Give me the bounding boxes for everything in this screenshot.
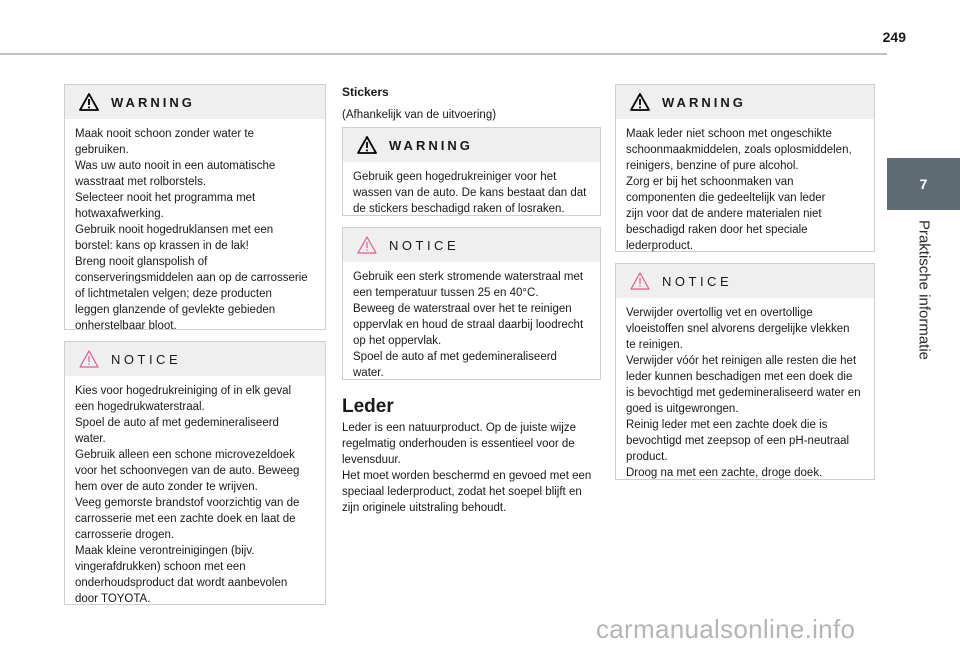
- text-line: goed is uitgewrongen.: [626, 403, 739, 415]
- text-line: Spoel de auto af met gedemineraliseerd: [353, 351, 557, 363]
- text-line: Maak kleine verontreinigingen (bijv.: [75, 545, 255, 557]
- warning-box-leather: [615, 84, 875, 252]
- notice-label: NOTICE: [111, 351, 182, 367]
- text-line: Veeg gemorste brandstof voorzichtig van de: [75, 497, 300, 509]
- text-line: product.: [626, 451, 668, 463]
- leather-title: Leder: [342, 396, 394, 417]
- text-line: borstel: kans op krassen in de lak!: [75, 240, 249, 252]
- text-line: reinigers, benzine of pure alcohol.: [626, 160, 799, 172]
- warning-text: [65, 119, 325, 342]
- page-number: 249: [882, 29, 906, 45]
- text-line: Reinig leder met een zachte doek die is: [626, 419, 828, 431]
- text-line: Droog na met een zachte, droge doek.: [626, 467, 823, 479]
- text-line: op het oppervlak.: [353, 335, 442, 347]
- text-line: carrosserie drogen.: [75, 529, 175, 541]
- text-line: vingerafdrukken) schoon met een: [75, 561, 246, 573]
- stickers-heading: Stickers: [342, 85, 389, 99]
- stickers-note: (Afhankelijk van de uitvoering): [342, 109, 497, 121]
- text-line: door TOYOTA.: [75, 593, 151, 605]
- text-line: onderhoudsproduct dat wordt aanbevolen: [75, 577, 288, 589]
- leather-text: [342, 420, 607, 516]
- text-line: hem over de auto zonder te wrijven.: [75, 481, 258, 493]
- text-line: de stickers beschadigd raken of losraken.: [353, 203, 565, 215]
- text-line: een temperatuur tussen 25 en 40°C.: [353, 287, 539, 299]
- notice-header: [616, 264, 874, 298]
- text-line: Gebruik een sterk stromende waterstraal met: [353, 271, 584, 283]
- text-line: een hogedrukwaterstraal.: [75, 401, 205, 413]
- text-line: Was uw auto nooit in een automatische: [75, 160, 276, 172]
- notice-box-stickers: [342, 227, 601, 380]
- warning-label: WARNING: [389, 137, 473, 153]
- warning-text: [616, 119, 874, 262]
- notice-triangle-icon: [79, 350, 99, 368]
- notice-header: [343, 228, 600, 262]
- warning-label: WARNING: [662, 94, 746, 110]
- text-line: voor het schoonvegen van de auto. Beweeg: [75, 465, 300, 477]
- warning-header: [616, 85, 874, 119]
- text-line: Gebruik alleen een schone microvezeldoek: [75, 449, 295, 461]
- warning-triangle-icon: [79, 93, 99, 111]
- text-line: water.: [353, 367, 384, 379]
- notice-text: [343, 262, 600, 389]
- text-line: Gebruik geen hogedrukreiniger voor het: [353, 171, 557, 183]
- chapter-title: Praktische informatie: [915, 219, 933, 361]
- warning-header: [65, 85, 325, 119]
- text-line: regelmatig onderhouden is essentieel voor de: [342, 438, 575, 450]
- notice-text: [616, 298, 874, 489]
- text-line: speciaal lederproduct, zodat het soepel blijft en: [342, 486, 582, 498]
- warning-triangle-icon: [630, 93, 650, 111]
- text-line: carrosserie met een zachte doek en laat de: [75, 513, 296, 525]
- header-divider: [0, 53, 887, 55]
- text-line: Maak leder niet schoon met ongeschikte: [626, 128, 832, 140]
- warning-box-cleaning: [64, 84, 326, 330]
- text-line: Maak nooit schoon zonder water te: [75, 128, 254, 140]
- text-line: te reinigen.: [626, 339, 683, 351]
- notice-text: [65, 376, 325, 615]
- text-line: lederproduct.: [626, 240, 694, 252]
- chapter-tab[interactable]: 7: [887, 158, 960, 210]
- text-line: Zorg er bij het schoonmaken van: [626, 176, 794, 188]
- text-line: Beweeg de waterstraal over het te reinigen: [353, 303, 572, 315]
- notice-header: [65, 342, 325, 376]
- text-line: water.: [75, 433, 106, 445]
- notice-label: NOTICE: [389, 237, 460, 253]
- text-line: is bevochtigd met gedemineraliseerd water en: [626, 387, 861, 399]
- text-line: Het moet worden beschermd en gevoed met een: [342, 470, 592, 482]
- warning-triangle-icon: [357, 136, 377, 154]
- text-line: Spoel de auto af met gedemineraliseerd: [75, 417, 279, 429]
- text-line: Gebruik nooit hogedruklansen met een: [75, 224, 274, 236]
- text-line: Leder is een natuurproduct. Op de juiste wijze: [342, 422, 576, 434]
- warning-label: WARNING: [111, 94, 195, 110]
- text-line: leder kunnen beschadigen met een doek die: [626, 371, 853, 383]
- text-line: schoonmaakmiddelen, zoals oplosmiddelen,: [626, 144, 852, 156]
- notice-triangle-icon: [630, 272, 650, 290]
- warning-text: [343, 162, 600, 225]
- text-line: vloeistoffen snel alvorens dergelijke vlekken: [626, 323, 850, 335]
- notice-label: NOTICE: [662, 273, 733, 289]
- watermark: carmanualsonline.info: [596, 614, 856, 644]
- text-line: leggen glanzende of gevlekte gebieden: [75, 304, 276, 316]
- text-line: levensduur.: [342, 454, 401, 466]
- text-line: componenten die gedeeltelijk van leder: [626, 192, 826, 204]
- text-line: oppervlak en houd de straal daarbij loodrecht: [353, 319, 584, 331]
- text-line: zijn originele uitstraling behoudt.: [342, 502, 507, 514]
- notice-box-leather: [615, 263, 875, 480]
- text-line: Verwijder overtollig vet en overtollige: [626, 307, 813, 319]
- text-line: Selecteer nooit het programma met: [75, 192, 256, 204]
- text-line: conserveringsmiddelen aan op de carrosserie: [75, 272, 308, 284]
- text-line: beschadigd raken door het speciale: [626, 224, 808, 236]
- warning-box-stickers: [342, 127, 601, 216]
- text-line: Kies voor hogedrukreiniging of in elk geval: [75, 385, 292, 397]
- text-line: bevochtigd met zeepsop of een pH-neutraal: [626, 435, 850, 447]
- text-line: onherstelbaar bloot.: [75, 320, 177, 332]
- text-line: wassen van de auto. De kans bestaat dan dat: [353, 187, 587, 199]
- text-line: zijn voor dat de andere materialen niet: [626, 208, 822, 220]
- warning-header: [343, 128, 600, 162]
- text-line: Breng nooit glanspolish of: [75, 256, 208, 268]
- text-line: wasstraat met rolborstels.: [75, 176, 207, 188]
- text-line: hotwaxafwerking.: [75, 208, 164, 220]
- text-line: gebruiken.: [75, 144, 129, 156]
- notice-triangle-icon: [357, 236, 377, 254]
- text-line: Verwijder vóór het reinigen alle resten die het: [626, 355, 857, 367]
- notice-box-cleaning: [64, 341, 326, 605]
- stickers-section: [342, 84, 604, 123]
- text-line: of lichtmetalen velgen; deze producten: [75, 288, 272, 300]
